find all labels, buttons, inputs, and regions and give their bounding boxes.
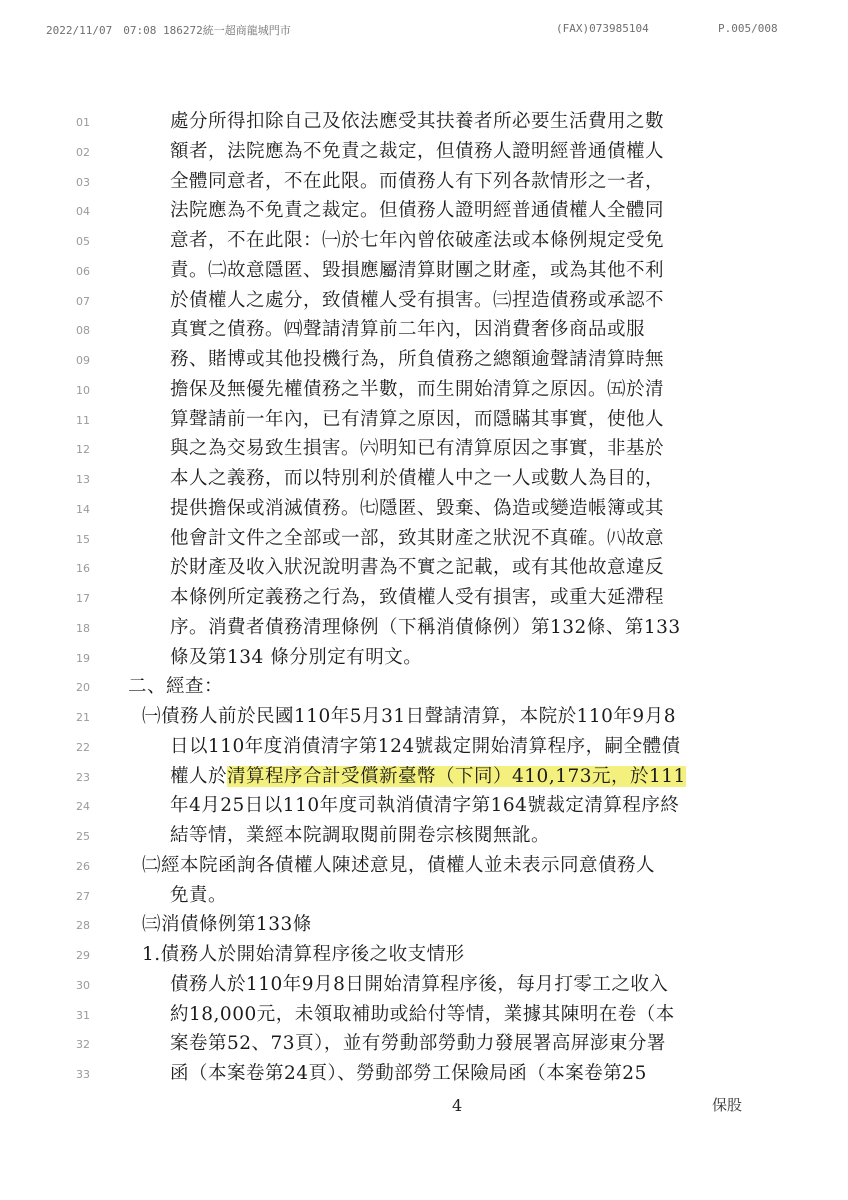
- line-number: 31: [76, 1008, 90, 1022]
- line-text: [170, 256, 664, 286]
- document-line: [0, 553, 848, 583]
- document-line: [0, 1059, 848, 1089]
- document-line: [0, 940, 848, 970]
- document-line: [0, 851, 848, 881]
- line-text-content: 免責。: [170, 884, 228, 906]
- line-text: [170, 196, 664, 226]
- line-text-content: 他會計文件之全部或一部，致其財產之狀況不真確。㈧故意: [170, 527, 665, 549]
- line-text: [128, 672, 223, 702]
- line-number: 11: [76, 413, 90, 427]
- line-text: [170, 464, 664, 494]
- line-text: [170, 553, 664, 583]
- line-text-content: 責。㈡故意隱匿、毀損應屬清算財團之財產，或為其他不利: [170, 259, 665, 281]
- line-number: 06: [76, 264, 90, 278]
- line-text-content: 案卷第52、73頁），並有勞動部勞動力發展署高屏澎東分署: [170, 1033, 666, 1055]
- document-line: [0, 643, 848, 673]
- document-line: [0, 405, 848, 435]
- document-line: [0, 762, 848, 792]
- highlighted-text: 清算程序合計受償新臺幣（下同）410,173元，於111: [227, 765, 686, 787]
- line-text-content: 二、經查：: [128, 676, 224, 698]
- fax-timestamp: 2022/11/07 07:08 186272統一超商龍城門市: [46, 24, 291, 37]
- line-text-content: 額者，法院應為不免責之裁定，但債務人證明經普通債權人: [170, 140, 665, 162]
- line-text: [170, 375, 664, 405]
- line-text-content: 於債權人之處分，致債權人受有損害。㈢捏造債務或承認不: [170, 289, 665, 311]
- document-line: [0, 1029, 848, 1059]
- line-text-content: 於財產及收入狀況說明書為不實之記載，或有其他故意違反: [170, 557, 665, 579]
- document-line: [0, 196, 848, 226]
- line-text-content: 處分所得扣除自己及依法應受其扶養者所必要生活費用之數: [170, 111, 665, 132]
- line-text-content: 結等情，業經本院調取閱前開卷宗核閱無訛。: [170, 825, 551, 846]
- line-text: [170, 821, 550, 851]
- line-number: 23: [76, 770, 90, 784]
- line-text: [170, 167, 664, 197]
- line-number: 32: [76, 1038, 90, 1052]
- line-text: [170, 494, 664, 524]
- document-line: [0, 375, 848, 405]
- line-text: [170, 1000, 675, 1030]
- document-line: [0, 702, 848, 732]
- document-line: [0, 1000, 848, 1030]
- line-number: 07: [76, 294, 90, 308]
- line-number: 14: [76, 502, 90, 516]
- page-number: 4: [452, 1096, 463, 1115]
- line-number: 20: [76, 681, 90, 695]
- line-text: [170, 405, 664, 435]
- line-text-content: 全體同意者，不在此限。而債務人有下列各款情形之一者，: [170, 170, 665, 192]
- document-line: [0, 137, 848, 167]
- line-text-content: 法院應為不免責之裁定。但債務人證明經普通債權人全體同: [170, 200, 665, 222]
- line-text-content: 算聲請前一年內，已有清算之原因，而隱瞞其事實，使他人: [170, 408, 665, 430]
- line-text: [170, 524, 664, 554]
- line-number: 03: [76, 175, 90, 189]
- document-line: [0, 791, 848, 821]
- line-text: [170, 643, 422, 673]
- line-number: 24: [76, 800, 90, 814]
- line-text-content: 債務人於110年9月8日開始清算程序後，每月打零工之收入: [170, 973, 669, 995]
- document-line: [0, 970, 848, 1000]
- line-text-content: 年4月25日以110年度司執消債清字第164號裁定清算程序終: [170, 795, 680, 817]
- line-number: 30: [76, 978, 90, 992]
- line-text-content: 序。消費者債務清理條例（下稱消債條例）第132條、第133: [170, 616, 681, 638]
- line-text: [142, 940, 465, 970]
- line-number: 04: [76, 205, 90, 219]
- line-number: 13: [76, 473, 90, 486]
- document-line: [0, 226, 848, 256]
- line-text: [170, 762, 686, 792]
- line-text: [170, 286, 664, 316]
- line-text: [170, 1029, 666, 1059]
- fax-page: P.005/008: [718, 22, 778, 35]
- line-text-content: ㈢消債條例第133條: [142, 914, 312, 936]
- document-line: [0, 494, 848, 524]
- line-number: 27: [76, 889, 90, 903]
- line-number: 29: [76, 949, 90, 962]
- document-line: [0, 583, 848, 613]
- clerk-mark: 保股: [712, 1096, 743, 1114]
- line-text-content: 務、賭博或其他投機行為，所負債務之總額逾聲請清算時無: [170, 349, 665, 370]
- fax-header: [0, 22, 848, 40]
- line-number: 28: [76, 919, 90, 933]
- fax-number: (FAX)073985104: [556, 22, 649, 35]
- line-number: 08: [76, 324, 90, 338]
- line-text: [170, 137, 664, 167]
- line-text-content: 本人之義務，而以特別利於債權人中之一人或數人為目的，: [170, 468, 665, 489]
- line-text: [170, 1059, 647, 1089]
- line-number: 26: [76, 859, 90, 873]
- document-line: [0, 256, 848, 286]
- line-number: 09: [76, 354, 90, 367]
- line-text-content: 提供擔保或消滅債務。㈦隱匿、毀棄、偽造或變造帳簿或其: [170, 497, 665, 519]
- line-text-content: 真實之債務。㈣聲請清算前二年內，因消費奢侈商品或服: [170, 319, 646, 341]
- document-line: [0, 881, 848, 911]
- document-line: [0, 315, 848, 345]
- line-text: [170, 613, 681, 643]
- line-text: [170, 434, 664, 464]
- line-number: 19: [76, 651, 90, 665]
- line-text: [170, 226, 664, 256]
- line-text: [142, 910, 312, 940]
- line-number: 17: [76, 592, 90, 605]
- line-text-content: 與之為交易致生損害。㈥明知已有清算原因之事實，非基於: [170, 438, 665, 460]
- line-number: 25: [76, 830, 90, 843]
- line-number: 16: [76, 562, 90, 576]
- document-line: [0, 167, 848, 197]
- document-line: [0, 464, 848, 494]
- line-number: 18: [76, 621, 90, 635]
- line-text-content: 約18,000元，未領取補助或給付等情，業據其陳明在卷（本: [170, 1003, 675, 1025]
- document-line: [0, 821, 848, 851]
- line-text: [170, 970, 668, 1000]
- line-number: 22: [76, 740, 90, 754]
- document-line: [0, 672, 848, 702]
- document-line: [0, 613, 848, 643]
- document-line: [0, 910, 848, 940]
- line-number: 02: [76, 145, 90, 159]
- line-text: [170, 315, 645, 345]
- line-text-content: ㈡經本院函詢各債權人陳述意見，債權人並未表示同意債務人: [142, 854, 656, 876]
- line-number: 10: [76, 383, 90, 397]
- line-number: 21: [76, 711, 90, 724]
- line-text: [170, 583, 664, 613]
- document-line: [0, 286, 848, 316]
- line-text: [170, 732, 681, 762]
- line-text-content: 1.債務人於開始清算程序後之收支情形: [142, 944, 465, 965]
- line-text-content: 擔保及無優先權債務之半數，而生開始清算之原因。㈤於清: [170, 378, 665, 400]
- line-number: 33: [76, 1068, 90, 1081]
- line-text-content: 條及第134 條分別定有明文。: [170, 646, 423, 668]
- line-text: [142, 851, 655, 881]
- line-number: 05: [76, 235, 90, 248]
- line-text: [170, 881, 227, 911]
- document-line: [0, 524, 848, 554]
- document-line: [0, 732, 848, 762]
- line-number: 01: [76, 116, 90, 129]
- line-number: 12: [76, 443, 90, 457]
- line-text-content: 意者，不在此限：㈠於七年內曾依破產法或本條例規定受免: [170, 230, 665, 251]
- line-text: [170, 107, 664, 137]
- document-line: [0, 434, 848, 464]
- line-text: [142, 702, 676, 732]
- document-line: [0, 345, 848, 375]
- line-text-content: 函（本案卷第24頁）、勞動部勞工保險局函（本案卷第25: [170, 1063, 647, 1084]
- line-text: [170, 791, 679, 821]
- line-text-content: 日以110年度消債清字第124號裁定開始清算程序，嗣全體債: [170, 735, 681, 757]
- document-line: [0, 107, 848, 137]
- line-text-content: 本條例所定義務之行為，致債權人受有損害，或重大延滯程: [170, 587, 665, 608]
- line-text: [170, 345, 664, 375]
- line-text-content: ㈠債務人前於民國110年5月31日聲請清算，本院於110年9月8: [142, 706, 676, 727]
- line-text-content: 權人於: [170, 765, 228, 787]
- line-number: 15: [76, 532, 90, 546]
